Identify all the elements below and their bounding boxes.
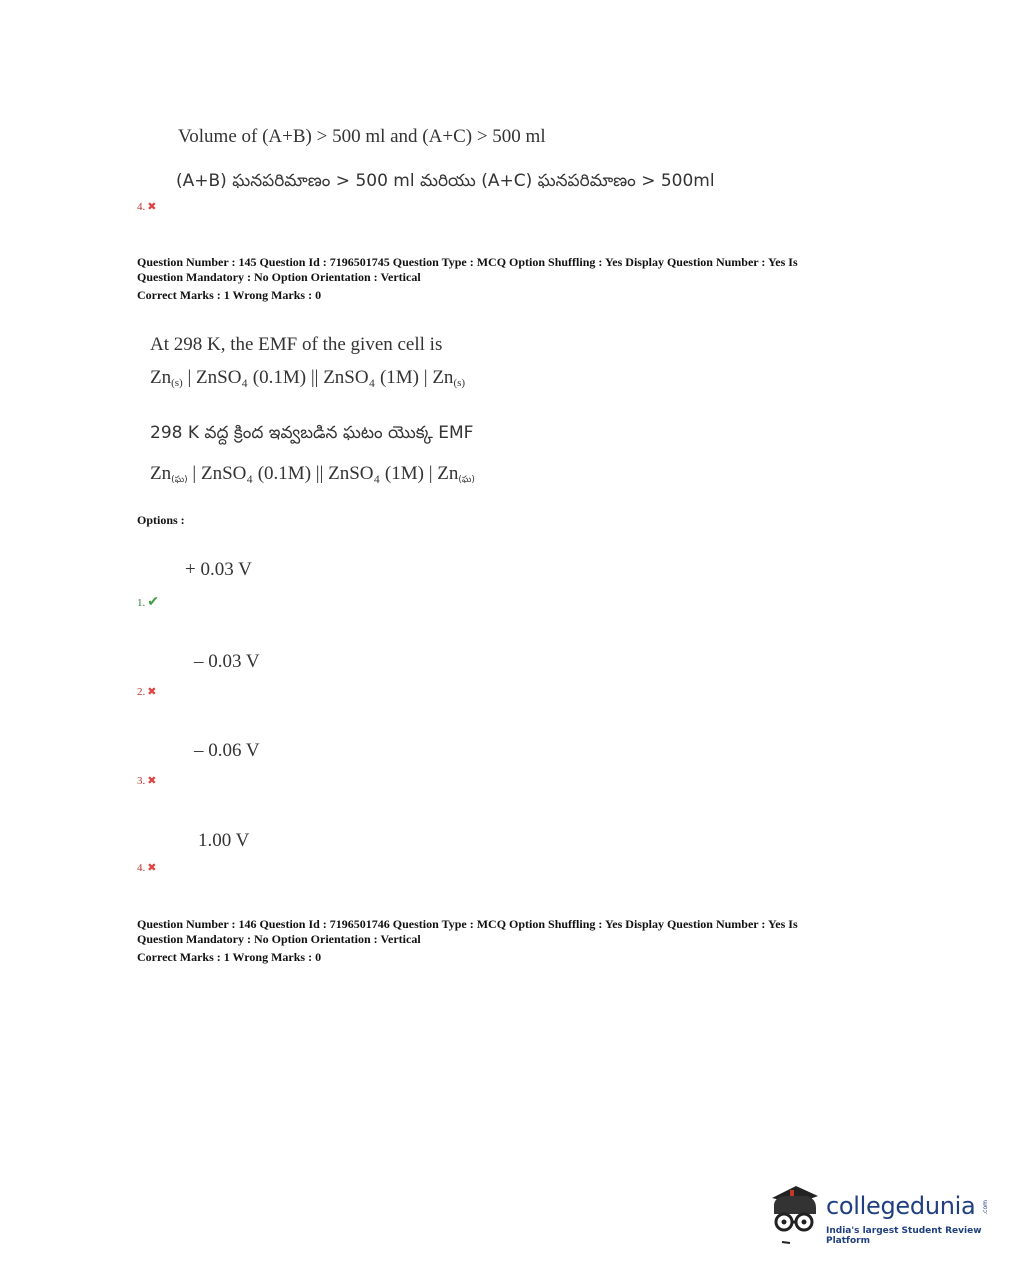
cross-icon: ✖: [147, 775, 157, 787]
option-1-marker: [137, 594, 159, 611]
q145-cell-english: [150, 367, 465, 389]
q146-marks: Correct Marks : 1 Wrong Marks : 0: [137, 950, 322, 964]
q145-meta-line1: Question Number : 145 Question Id : 7196501745 Question Type : MCQ Option Shuffling : Yes Display Question Number : Yes Is: [137, 255, 798, 269]
q146-meta: [137, 917, 798, 965]
option-number: 4.: [137, 201, 146, 213]
checkmark-icon: ✔: [147, 595, 159, 610]
cross-icon: ✖: [147, 862, 157, 874]
options-label: Options :: [137, 513, 185, 527]
option-number: 4.: [137, 862, 146, 874]
cross-icon: ✖: [147, 686, 157, 698]
cell-cathode: Zn: [432, 367, 454, 388]
q146-meta-line2: Question Mandatory : No Option Orientation : Vertical: [137, 932, 421, 946]
state-label: (ఘ): [171, 475, 188, 485]
q145-meta-line2: Question Mandatory : No Option Orientation : Vertical: [137, 270, 421, 284]
q145-marks: Correct Marks : 1 Wrong Marks : 0: [137, 288, 322, 302]
option-3-text: – 0.06 V: [194, 740, 260, 761]
state-label: (s): [171, 377, 183, 389]
q145-question-telugu: 298 K వద్ద క్రింద ఇవ్వబడిన ఘటం యొక్క EMF: [150, 423, 474, 443]
mascot-icon: [766, 1180, 824, 1246]
prev-answer-telugu: (A+B) ఘనపరిమాణం > 500 ml మరియు (A+C) ఘనపరిమాణం > 500ml: [176, 171, 715, 191]
cross-icon: ✖: [147, 201, 157, 213]
logo-tagline: India's largest Student Review Platform: [826, 1226, 982, 1246]
q145-question-english: At 298 K, the EMF of the given cell is: [150, 334, 443, 355]
cell-anode: Zn: [150, 367, 172, 388]
state-label: (ఘ): [458, 475, 475, 485]
option-number: 3.: [137, 775, 146, 787]
prev-answer-english: Volume of (A+B) > 500 ml and (A+C) > 500 ml: [178, 126, 546, 147]
logo-wordmark: collegedunia: [826, 1192, 976, 1220]
option-2-text: – 0.03 V: [194, 651, 260, 672]
option-number: 2.: [137, 686, 146, 698]
collegedunia-logo: [766, 1180, 996, 1250]
prev-option-4-marker: [137, 200, 156, 213]
option-4-text: 1.00 V: [198, 830, 250, 851]
q145-meta: [137, 255, 798, 303]
cell-middle: | ZnSO₄ (0.1M) || ZnSO₄ (1M) |: [187, 463, 438, 484]
option-1-text: + 0.03 V: [185, 559, 252, 580]
logo-dotcom: .com: [982, 1200, 989, 1215]
cell-middle: | ZnSO₄ (0.1M) || ZnSO₄ (1M) |: [182, 367, 433, 388]
option-number: 1.: [137, 597, 146, 609]
cell-cathode: Zn: [437, 463, 459, 484]
option-4-marker: [137, 861, 156, 874]
state-label: (s): [453, 377, 466, 389]
option-2-marker: [137, 685, 156, 698]
q145-cell-telugu: [150, 463, 475, 487]
option-3-marker: [137, 774, 156, 787]
q146-meta-line1: Question Number : 146 Question Id : 7196501746 Question Type : MCQ Option Shuffling : Yes Display Question Number : Yes Is: [137, 917, 798, 931]
cell-anode: Zn: [150, 463, 172, 484]
